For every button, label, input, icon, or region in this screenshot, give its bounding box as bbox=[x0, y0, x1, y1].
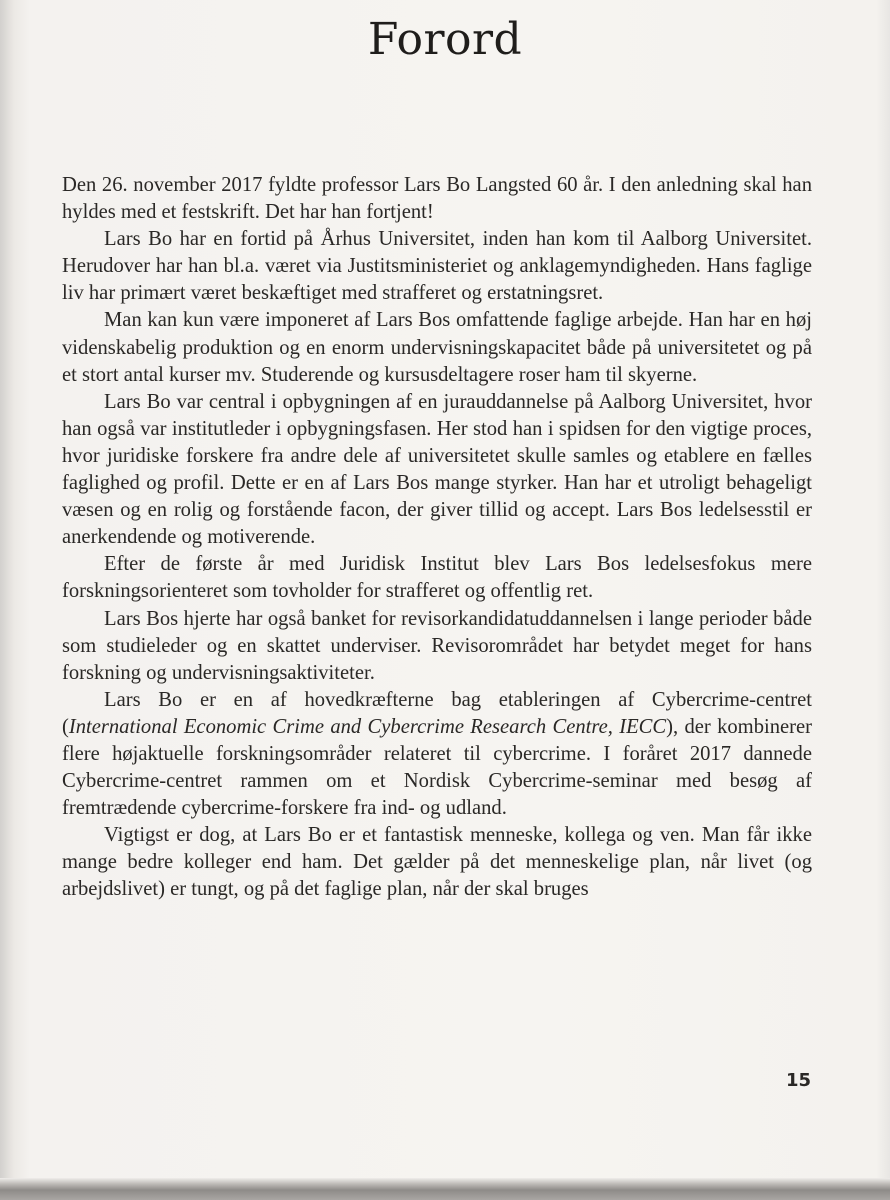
paragraph-2: Lars Bo har en fortid på Århus Universitet, inden han kom til Aalborg Universitet. Herudover har han bl.a. været via Justitsministeriet og anklagemyndigheden. Hans faglige liv har primært været beskæftiget med strafferet og erstatningsret. bbox=[62, 228, 812, 305]
paragraph-3: Man kan kun være imponeret af Lars Bos omfattende faglige arbejde. Han har en høj videnskabelig produktion og en enorm undervisningskapacitet både på universitetet og på et stort antal kurser mv. Studerende og kursusdeltagere roser ham til skyerne. bbox=[62, 309, 812, 386]
body-text bbox=[62, 172, 812, 904]
centre-name-italic: International Economic Crime and Cybercrime Research Centre, IECC bbox=[68, 715, 667, 738]
page-number: 15 bbox=[786, 1070, 812, 1091]
paragraph-1: Den 26. november 2017 fyldte professor Lars Bo Langsted 60 år. I den anledning skal han hyldes med et festskrift. Det har han fortjent! bbox=[62, 174, 812, 224]
paragraph-8: Vigtigst er dog, at Lars Bo er et fantastisk menneske, kollega og ven. Man får ikke mange bedre kolleger end ham. Det gælder på det menneskelige plan, når livet (og arbejdslivet) er tungt, og på det faglige plan, når der skal bruges bbox=[62, 824, 812, 901]
paragraph-7 bbox=[62, 687, 812, 822]
paragraph-7-text-after: ), der kombinerer flere højaktuelle forskningsområder relateret til cybercrime. I foråret 2017 dannede Cybercrime-centret rammen om et Nordisk Cybercrime-seminar med besøg af fremtrædende cybercrime-forskere fra ind- og udland. bbox=[62, 715, 813, 820]
paragraph-6: Lars Bos hjerte har også banket for revisorkandidatuddannelsen i lange perioder både som studieleder og en skattet underviser. Revisorområdet har betydet meget for hans forskning og undervisningsaktiviteter. bbox=[62, 607, 812, 684]
page-bottom-edge bbox=[0, 1178, 890, 1200]
page-edge-shadow bbox=[876, 0, 890, 1200]
page-title: Forord bbox=[367, 14, 523, 65]
paragraph-4: Lars Bo var central i opbygningen af en jurauddannelse på Aalborg Universitet, hvor han også var institutleder i opbygningsfasen. Her stod han i spidsen for den vigtige proces, hvor juridiske forskere fra andre dele af universitetet skulle samles og etablere en fælles faglighed og profil. Dette er en af Lars Bos mange styrker. Han har et utroligt behageligt væsen og en rolig og forstående facon, der giver tillid og accept. Lars Bos ledelsesstil er anerkendende og motiverende. bbox=[62, 390, 812, 549]
paragraph-5: Efter de første år med Juridisk Institut blev Lars Bos ledelsesfokus mere forskningsorienteret som tovholder for strafferet og offentlig ret. bbox=[62, 553, 812, 603]
paragraph-7-text-before: Lars Bo er en af hovedkræfterne bag etableringen af Cybercrime-centret ( bbox=[62, 688, 812, 738]
